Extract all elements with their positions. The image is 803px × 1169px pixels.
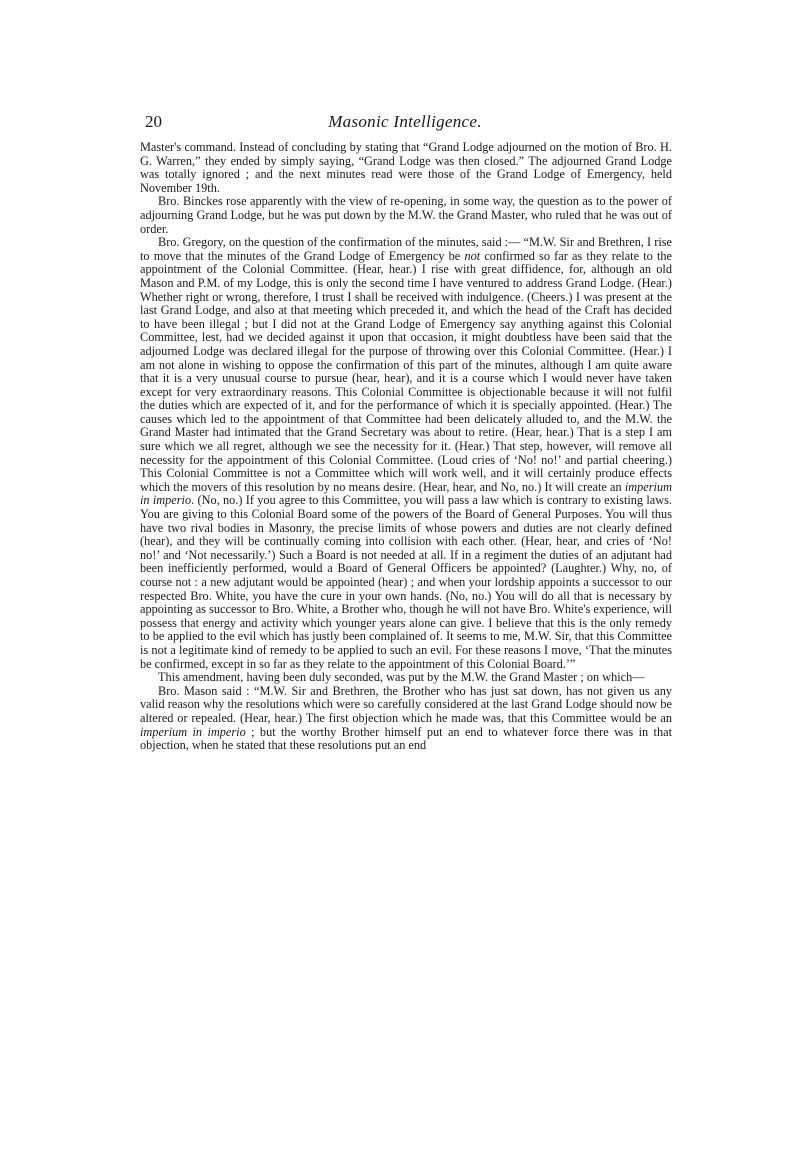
- paragraph: Bro. Mason said : “M.W. Sir and Brethren, the Brother who has just sat down, has not given us any valid reason why the resolutions which were so carefully considered at the last Grand Lodge should now be altered or repealed. (Hear, hear.) The first objection which he made was, that this Committee would be an imperium in imperio ; but the worthy Brother himself put an end to whatever force there was in that objection, when he stated that these resolutions put an end: [140, 683, 672, 753]
- page-header: [145, 112, 665, 136]
- paragraph: This amendment, having been duly seconded, was put by the M.W. the Grand Master ; on which—: [158, 670, 645, 685]
- running-title: Masonic Intelligence.: [328, 112, 482, 131]
- page-number: 20: [145, 112, 162, 131]
- paragraph: Bro. Binckes rose apparently with the view of re-opening, in some way, the question as to the power of adjourning Grand Lodge, but he was put down by the M.W. the Grand Master, who ruled that he was out of order.: [140, 194, 672, 236]
- paragraph: Master's command. Instead of concluding by stating that “Grand Lodge adjourned on the motion of Bro. H. G. Warren,” they ended by simply saying, “Grand Lodge was then closed.” The adjourned Grand Lodge was totally ignored ; and the next minutes read were those of the Grand Lodge of Emergency, held November 19th.: [140, 140, 672, 195]
- paragraph: Bro. Gregory, on the question of the confirmation of the minutes, said :— “M.W. Sir and Brethren, I rise to move that the minutes of the Grand Lodge of Emergency be not confirmed so far as they relate to the appointment of the Colonial Committee. (Hear, hear.) I rise with great diffidence, for, although an old Mason and P.M. of my Lodge, this is only the second time I have ventured to address Grand Lodge. (Hear.) Whether right or wrong, therefore, I trust I shall be received with indulgence. (Cheers.) I was present at the last Grand Lodge, and also at that meeting which preceded it, and which the head of the Craft has decided to have been illegal ; but I did not at the Grand Lodge of Emergency say anything against this Colonial Committee, lest, had we decided against it upon that occasion, it might doubtless have been said that the adjourned Lodge was declared illegal for the purpose of throwing over this Colonial Committee. (Hear.) I am not alone in wishing to oppose the confirmation of this part of the minutes, although I am quite aware that it is a very unusual course to pursue (hear, hear), and it is a course which I would never have taken except for very extraordinary reasons. This Colonial Committee is objectionable because it will not fulfil the duties which are expected of it, and for the performance of which it is specially appointed. (Hear.) The causes which led to the appointment of that Committee had been delicately alluded to, and the M.W. the Grand Master had intimated that the Grand Secretary was about to retire. (Hear, hear.) That is a step I am sure which we all regret, although we see the necessity for it. (Hear.) That step, however, will remove all necessity for the appointment of this Colonial Committee. (Loud cries of ‘No! no!’ and partial cheering.) This Colonial Committee is not a Committee which will work well, and it will certainly produce effects which the movers of this resolution by no means desire. (Hear, hear, and No, no.) It will create an imperium in imperio. (No, no.) If you agree to this Committee, you will pass a law which is contrary to existing laws. You are giving to this Colonial Board some of the powers of the Board of General Purposes. You will thus have two rival bodies in Masonry, the precise limits of whose powers and duties are not clearly defined (hear), and they will be continually coming into collision with each other. (Hear, hear, and cries of ‘No! no!’ and ‘Not necessarily.’) Such a Board is not needed at all. If in a regiment the duties of an adjutant had been inefficiently performed, would a Board of General Officers be appointed? (Laughter.) Why, no, of course not : a new adjutant would be appointed (hear) ; and when your lordship appoints a successor to our respected Bro. White, you have the cure in your own hands. (No, no.) You will do all that is necessary by appointing as successor to Bro. White, a Brother who, though he will not have Bro. White's experience, will possess that energy and activity which younger years alone can give. I believe that this is the only remedy to be applied to the evil which has justly been complained of. It seems to me, M.W. Sir, that this Committee is not a legitimate kind of remedy to be applied to such an evil. For these reasons I move, ‘That the minutes be confirmed, except in so far as they relate to the appointment of this Colonial Board.’”: [140, 235, 672, 671]
- article-body: [140, 141, 672, 753]
